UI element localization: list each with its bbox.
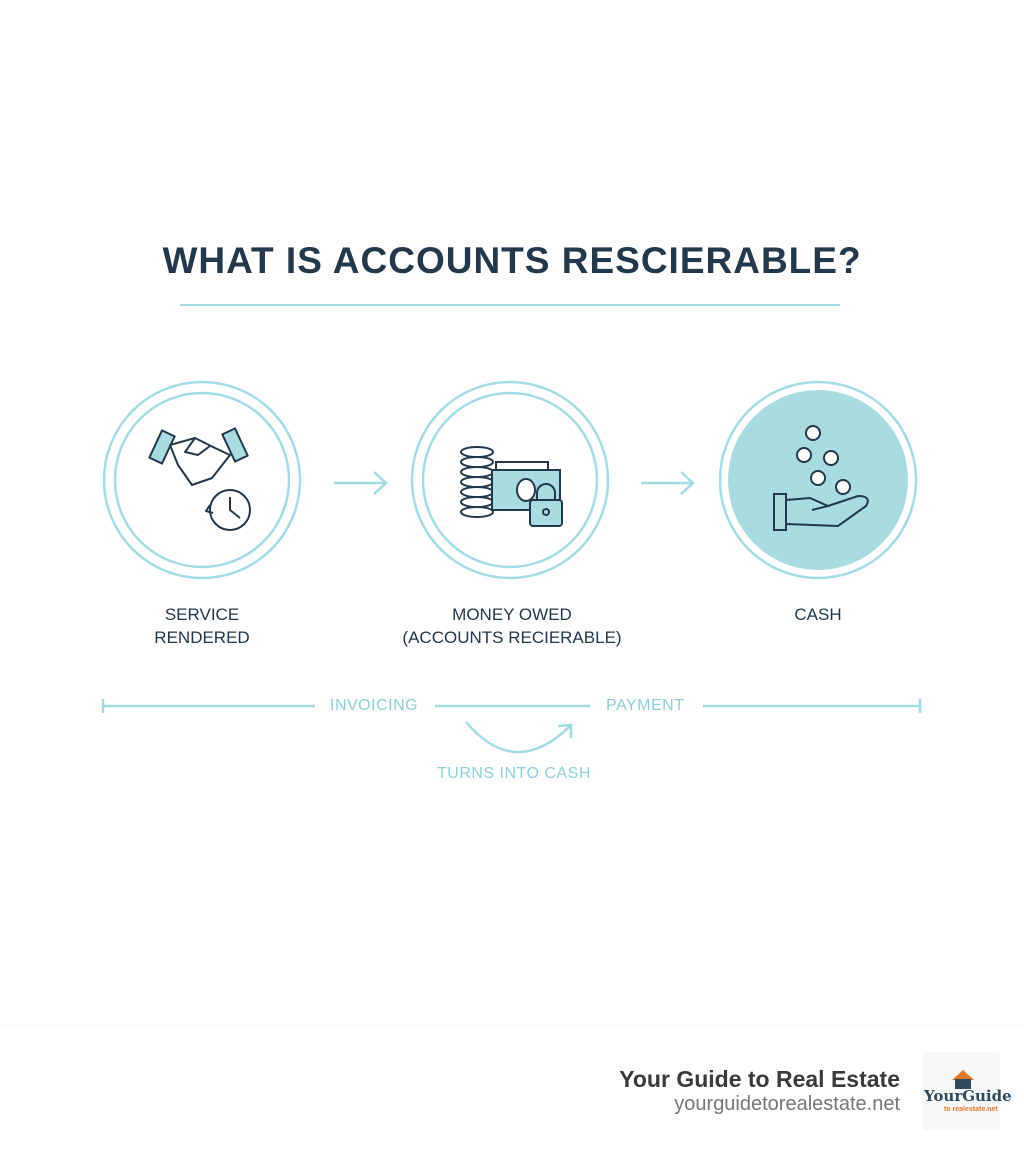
page-title: WHAT IS ACCOUNTS RESCIERABLE? <box>162 240 862 281</box>
step-label-line: RENDERED <box>154 628 250 647</box>
curved-arrow-icon <box>466 722 571 752</box>
step-label-line: MONEY OWED <box>452 605 572 624</box>
timeline-invoicing: INVOICING <box>330 697 419 714</box>
brand <box>619 1066 900 1116</box>
step-circle-inner <box>115 393 289 567</box>
step-label-cash <box>668 603 968 626</box>
step-circle-outer <box>104 382 300 578</box>
logo-subtext: to realestate.net <box>944 1106 998 1113</box>
step-label-line: SERVICE <box>164 605 240 624</box>
brand-name: Your Guide to Real Estate <box>619 1066 900 1092</box>
arrow-icon <box>334 472 386 494</box>
brand-url[interactable]: yourguidetorealestate.net <box>674 1093 900 1115</box>
step-label-line: CASH <box>794 605 842 624</box>
money-lock-icon <box>461 447 562 526</box>
timeline-line <box>103 699 920 713</box>
step-label-money-owed <box>362 603 662 649</box>
handshake-clock-icon <box>149 428 250 530</box>
step-label-service <box>52 603 352 649</box>
timeline-payment: PAYMENT <box>606 697 685 714</box>
house-icon <box>922 1052 1000 1092</box>
logo-text: YourGuide <box>924 1087 1012 1105</box>
step-label-line: (ACCOUNTS RECIERABLE) <box>402 628 622 647</box>
timeline-turns-into-cash: TURNS INTO CASH <box>437 765 591 782</box>
brand-logo <box>922 1052 1012 1130</box>
arrow-icon <box>641 472 693 494</box>
